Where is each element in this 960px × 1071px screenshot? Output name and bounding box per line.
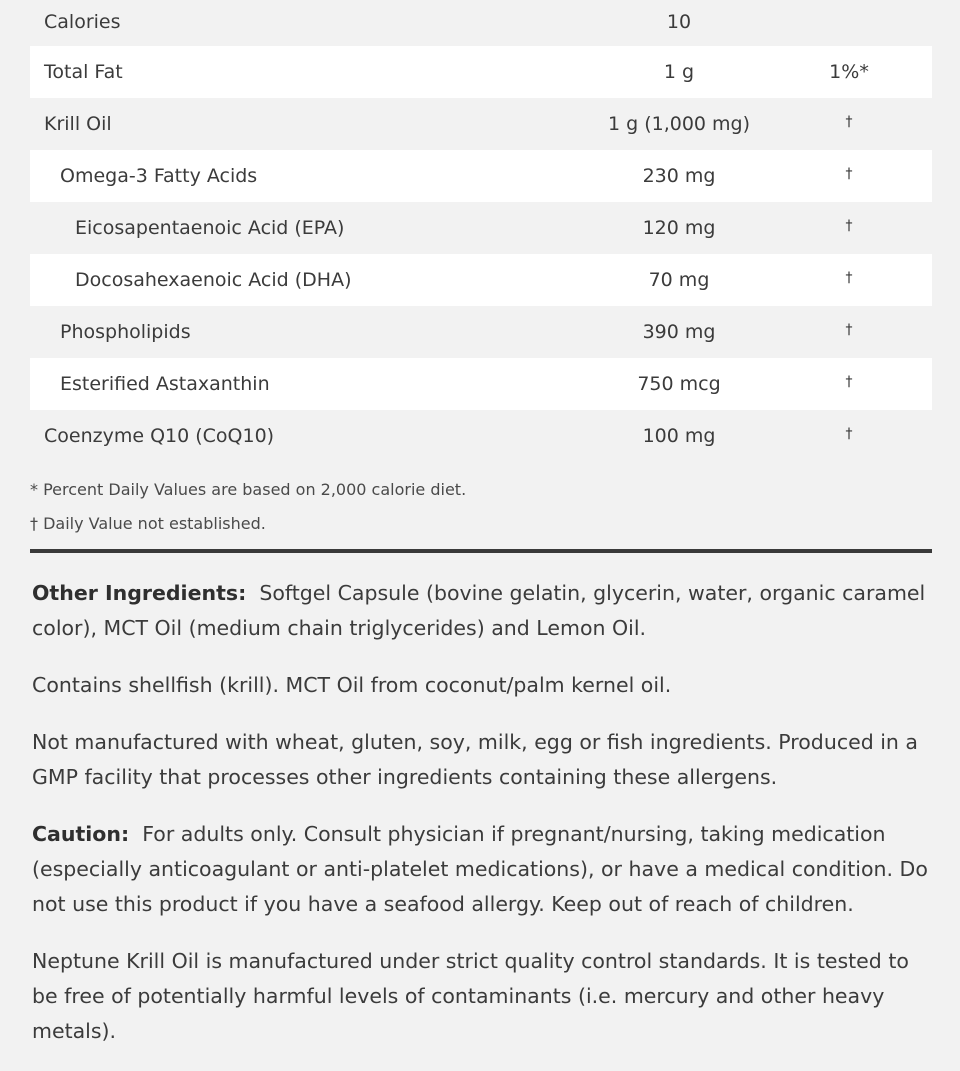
other-ingredients-paragraph	[32, 576, 932, 646]
table-row	[30, 306, 932, 358]
caution-label: Caution:	[32, 822, 130, 846]
table-row	[30, 150, 932, 202]
allergen-statement: Not manufactured with wheat, gluten, soy, milk, egg or fish ingredients. Produced in a GMP facility that processes other ingredients containing these allergens.	[32, 730, 918, 789]
percent-daily-value: 1%*	[829, 61, 869, 83]
table-row	[30, 410, 932, 462]
amount-per-serving: 1 g (1,000 mg)	[607, 113, 751, 135]
table-row	[30, 98, 932, 150]
amount-per-serving: 120 mg	[642, 217, 716, 239]
amount-per-serving: 750 mcg	[637, 373, 721, 395]
caution-paragraph	[32, 817, 932, 922]
nutrient-name: Coenzyme Q10 (CoQ10)	[44, 425, 275, 447]
nutrient-name: Calories	[44, 11, 121, 33]
amount-per-serving: 70 mg	[648, 269, 710, 291]
nutrient-name: Omega-3 Fatty Acids	[60, 165, 258, 187]
ingredients-section	[32, 576, 932, 1071]
table-row	[30, 254, 932, 306]
table-row	[30, 0, 932, 46]
amount-per-serving: 100 mg	[642, 425, 716, 447]
table-row	[30, 358, 932, 410]
nutrient-name: Phospholipids	[60, 321, 191, 343]
amount-per-serving: 390 mg	[642, 321, 716, 343]
section-divider	[30, 549, 932, 553]
percent-daily-value: †	[845, 425, 853, 442]
percent-daily-value: †	[845, 217, 853, 234]
table-row	[30, 46, 932, 98]
footnotes	[30, 478, 932, 546]
other-ingredients-label: Other Ingredients:	[32, 581, 247, 605]
nutrient-name: Krill Oil	[44, 113, 112, 135]
other-ingredients-text: Softgel Capsule (bovine gelatin, glycerin, water, organic caramel color), MCT Oil (medium chain triglycerides) and Lemon Oil.	[32, 581, 926, 640]
percent-daily-value: †	[845, 165, 853, 182]
nutrient-name: Total Fat	[44, 61, 123, 83]
nutrient-name: Eicosapentaenoic Acid (EPA)	[75, 217, 345, 239]
nutrient-name: Esterified Astaxanthin	[60, 373, 270, 395]
quality-statement: Neptune Krill Oil is manufactured under strict quality control standards. It is tested to be free of potentially harmful levels of contaminants (i.e. mercury and other heavy metals).	[32, 949, 909, 1043]
percent-daily-value: †	[845, 113, 853, 130]
percent-daily-value: †	[845, 373, 853, 390]
table-row	[30, 202, 932, 254]
percent-daily-value: †	[845, 321, 853, 338]
amount-per-serving: 1 g	[663, 61, 695, 83]
caution-text: For adults only. Consult physician if pregnant/nursing, taking medication (especially anticoagulant or anti-platelet medications), or have a medical condition. Do not use this product if you have a seafood allergy. Keep out of reach of children.	[32, 822, 928, 916]
daily-value-not-established-note: † Daily Value not established.	[30, 514, 266, 533]
nutrient-name: Docosahexaenoic Acid (DHA)	[75, 269, 352, 291]
supplement-facts-table	[30, 0, 932, 462]
contains-statement: Contains shellfish (krill). MCT Oil from coconut/palm kernel oil.	[32, 673, 672, 697]
amount-per-serving: 230 mg	[642, 165, 716, 187]
amount-per-serving: 10	[666, 11, 692, 33]
percent-daily-value-note: * Percent Daily Values are based on 2,000 calorie diet.	[30, 480, 467, 499]
percent-daily-value: †	[845, 269, 853, 286]
